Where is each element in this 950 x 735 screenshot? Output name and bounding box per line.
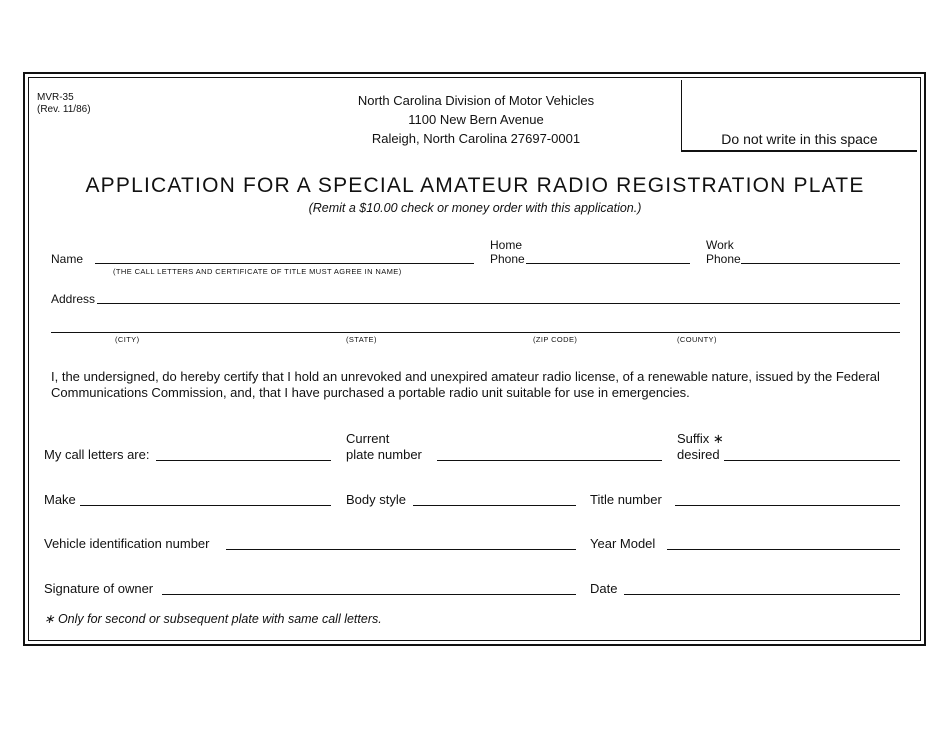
form-revision: (Rev. 11/86) xyxy=(37,104,91,115)
form-subtitle: (Remit a $10.00 check or money order with this application.) xyxy=(308,201,642,215)
vin-label: Vehicle identification number xyxy=(44,536,210,551)
body-style-label: Body style xyxy=(346,492,406,507)
agency-address xyxy=(310,91,642,148)
home-label: Home xyxy=(490,238,523,252)
state-label: (STATE) xyxy=(346,335,377,344)
city-label: (CITY) xyxy=(115,335,140,344)
suffix-desired-input-line[interactable] xyxy=(724,460,900,461)
work-label: Work xyxy=(706,238,734,252)
form-number: MVR-35 xyxy=(37,92,74,103)
certification-statement: I, the undersigned, do hereby certify that I hold an unrevoked and unexpired amateur radio license, of a renewable nature, issued by the Federal Communications Commission, and, that I have purchased a portable radio unit suitable for use in emergencies. xyxy=(51,369,880,400)
agency-city: Raleigh, North Carolina 27697-0001 xyxy=(371,131,581,146)
plate-number-label: plate number xyxy=(346,447,422,462)
desired-label: desired xyxy=(677,447,720,462)
plate-number-input-line[interactable] xyxy=(437,460,662,461)
address-input-line[interactable] xyxy=(97,303,900,304)
body-style-input-line[interactable] xyxy=(413,505,576,506)
vin-input-line[interactable] xyxy=(226,549,576,550)
date-label: Date xyxy=(590,581,618,596)
signature-label: Signature of owner xyxy=(44,581,154,596)
suffix-label: Suffix ∗ xyxy=(677,431,724,446)
form-title: APPLICATION FOR A SPECIAL AMATEUR RADIO REGISTRATION PLATE xyxy=(85,174,865,197)
footnote: ∗ Only for second or subsequent plate with same call letters. xyxy=(44,612,382,626)
work-phone-input-line[interactable] xyxy=(741,263,900,264)
city-state-zip-input-line[interactable] xyxy=(51,332,900,333)
form-inner-border xyxy=(28,77,921,641)
office-use-label: Do not write in this space xyxy=(721,131,878,147)
signature-input-line[interactable] xyxy=(162,594,576,595)
work-phone-label: Phone xyxy=(706,252,741,266)
name-label: Name xyxy=(51,252,84,266)
office-use-box xyxy=(681,80,917,152)
address-label: Address xyxy=(51,292,96,306)
current-label: Current xyxy=(346,431,390,446)
date-input-line[interactable] xyxy=(624,594,900,595)
zip-code-label: (ZIP CODE) xyxy=(533,335,578,344)
year-model-label: Year Model xyxy=(590,536,656,551)
home-phone-label: Phone xyxy=(490,252,525,266)
make-label: Make xyxy=(44,492,76,507)
county-label: (COUNTY) xyxy=(677,335,717,344)
year-model-input-line[interactable] xyxy=(667,549,900,550)
home-phone-input-line[interactable] xyxy=(526,263,690,264)
form-identifier xyxy=(37,92,91,116)
call-letters-label: My call letters are: xyxy=(44,447,150,462)
name-note: (THE CALL LETTERS AND CERTIFICATE OF TITLE MUST AGREE IN NAME) xyxy=(113,267,402,276)
agency-name: North Carolina Division of Motor Vehicles xyxy=(357,93,595,108)
title-number-input-line[interactable] xyxy=(675,505,900,506)
call-letters-input-line[interactable] xyxy=(156,460,331,461)
name-input-line[interactable] xyxy=(95,263,474,264)
agency-street: 1100 New Bern Avenue xyxy=(408,112,544,127)
make-input-line[interactable] xyxy=(80,505,331,506)
title-number-label: Title number xyxy=(590,492,662,507)
